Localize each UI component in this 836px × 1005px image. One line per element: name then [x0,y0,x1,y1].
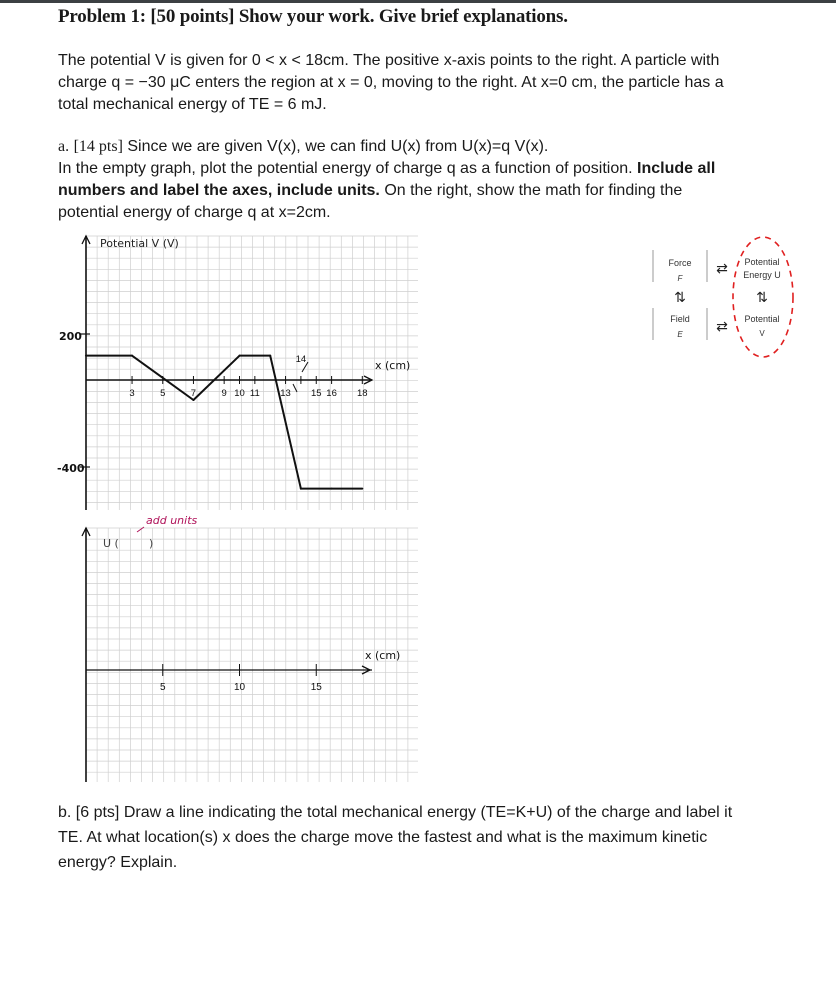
part-a-line-2-text: In the empty graph, plot the potential energy of charge q as a function of position. [58,160,633,177]
v-x-tick-label: 14 [295,354,307,365]
u-y-label: U ( [103,537,119,550]
v-y-tick-neg400: -400 [57,462,85,475]
potential-label: Potential [744,314,780,324]
v-x-tick-label: 11 [249,388,260,399]
v-y-label: Potential V (V) [100,237,179,250]
intro-line-1: The potential V is given for 0 < x < 18cm. The positive x-axis points to the right. A particle with [58,52,720,69]
force-field-arrows-icon: ⇅ [674,289,686,305]
part-a-label: a. [58,138,70,155]
v-x-tick-label: 18 [357,388,368,399]
u-x-tick-label: 15 [310,682,322,693]
part-a-points: [14 pts] [73,138,123,155]
part-a-text: Since we are given V(x), we can find U(x) from U(x)=q V(x). [127,138,549,155]
potential-symbol: V [759,329,765,338]
u-y-label-close: ) [149,537,154,550]
u-x-tick-label: 10 [233,682,246,693]
v-x-tick-label: 16 [326,388,337,399]
field-symbol: E [677,330,683,339]
v-x-tick-label: 5 [160,388,166,399]
potential-energy-label-1: Potential [744,257,780,267]
v-x-tick-label: 10 [234,388,245,399]
force-energy-arrows-icon: ⇄ [716,260,728,276]
field-potential-arrows-icon: ⇄ [716,318,728,334]
part-a-line-4: potential energy of charge q at x=2cm. [58,204,331,221]
part-b-line-3: energy? Explain. [58,854,178,871]
force-label: Force [668,258,692,268]
part-b-line-2: TE. At what location(s) x does the charge move the fastest and what is the maximum kinetic [58,829,708,846]
part-a-line-3-text: On the right, show the math for finding the [384,182,683,199]
v-x-tick-label: 13 [280,388,291,399]
v-x-tick-label: 3 [129,388,135,399]
problem-title: Problem 1: [50 points] Show your work. Give brief explanations. [58,6,568,27]
part-a-line-2-bold: Include all [637,160,716,177]
part-b-line-1: b. [6 pts] Draw a line indicating the total mechanical energy (TE=K+U) of the charge and label it [58,804,733,821]
v-x-label: x (cm) [375,359,411,372]
part-a-line-3-bold: numbers and label the axes, include units. [58,182,380,199]
force-symbol: F [677,274,683,283]
potential-energy-label-2: Energy U [743,270,781,280]
v-x-tick-label: 7 [190,388,197,399]
intro-line-2: charge q = −30 μC enters the region at x = 0, moving to the right. At x=0 cm, the particle has a [58,74,724,91]
intro-line-3: total mechanical energy of TE = 6 mJ. [58,96,327,113]
u-x-tick-label: 5 [159,682,166,693]
v-x-tick-label: 9 [221,388,227,399]
v-y-tick-200: 200 [59,330,82,343]
v-x-tick-label: 15 [310,388,322,399]
energy-potential-arrows-icon: ⇅ [756,289,768,305]
add-units-annotation: add units [146,514,198,527]
field-label: Field [670,314,690,324]
u-x-label: x (cm) [365,649,401,662]
